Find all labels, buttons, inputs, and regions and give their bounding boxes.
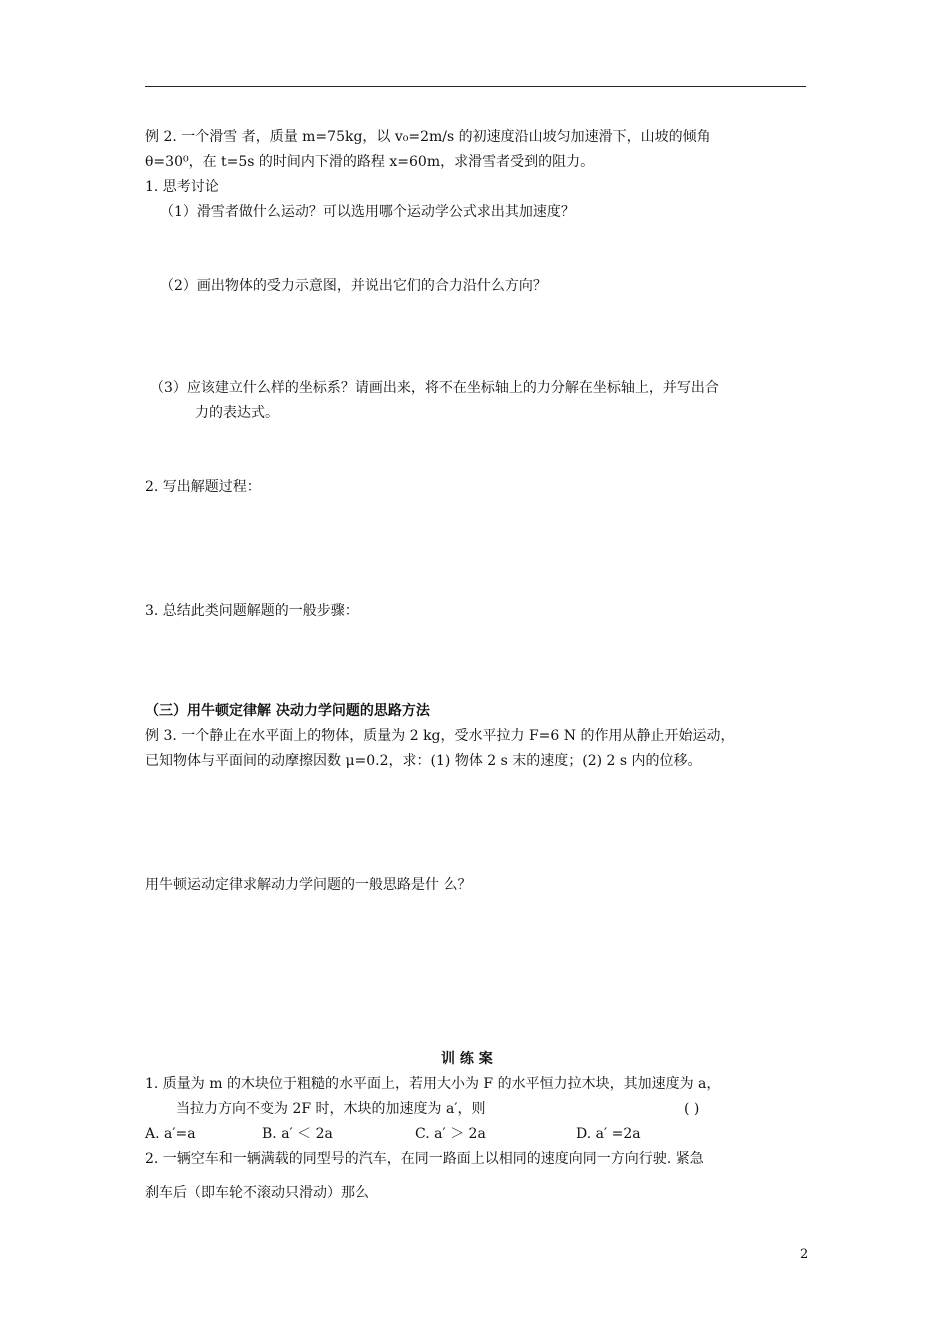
page-number: 2: [800, 1247, 809, 1262]
discuss-question-3-line2: 力的表达式。: [195, 405, 279, 421]
training-q2-line2: 刹车后（即车轮不滚动只滑动）那么: [145, 1185, 369, 1201]
section-3-title: （三）用牛顿定律解 决动力学问题的思路方法: [145, 703, 430, 719]
answer-parentheses: ( ): [684, 1101, 700, 1117]
example3-line1: 例 3. 一个静止在水平面上的物体，质量为 2 kg，受水平拉力 F=6 N 的作用从静止开始运动，: [145, 728, 735, 744]
discuss-heading: 1. 思考讨论: [145, 179, 219, 195]
general-approach-question: 用牛顿运动定律求解动力学问题的一般思路是什 么？: [145, 877, 472, 893]
option-c: C. a′ ＞ 2a: [415, 1126, 486, 1142]
discuss-question-3-line1: （3）应该建立什么样的坐标系？请画出来，将不在坐标轴上的力分解在坐标轴上，并写出合: [150, 380, 719, 396]
header-rule: [145, 86, 806, 87]
example3-line2: 已知物体与平面间的动摩擦因数 μ=0.2，求：(1) 物体 2 s 末的速度；(2) 2 s 内的位移。: [145, 753, 702, 769]
training-q1-line2: 当拉力方向不变为 2F 时，木块的加速度为 a′，则: [176, 1101, 486, 1117]
training-q2-line1: 2. 一辆空车和一辆满载的同型号的汽车，在同一路面上以相同的速度向同一方向行驶. 紧急: [145, 1151, 704, 1167]
training-title: 训 练 案: [441, 1051, 493, 1067]
option-d: D. a′ =2a: [576, 1126, 641, 1142]
discuss-question-1: （1）滑雪者做什么运动？可以选用哪个运动学公式求出其加速度？: [160, 204, 575, 220]
option-b: B. a′ ＜ 2a: [262, 1126, 333, 1142]
discuss-question-2: （2）画出物体的受力示意图，并说出它们的合力沿什么方向？: [160, 278, 547, 294]
example2-line2: θ=30⁰，在 t=5s 的时间内下滑的路程 x=60m，求滑雪者受到的阻力。: [145, 154, 595, 170]
example2-line1: 例 2. 一个滑雪 者，质量 m=75kg，以 v₀=2m/s 的初速度沿山坡匀加速滑下，山坡的倾角: [145, 129, 711, 145]
option-a: A. a′=a: [145, 1126, 196, 1142]
training-q1-line1: 1. 质量为 m 的木块位于粗糙的水平面上，若用大小为 F 的水平恒力拉木块，其加速度为 a，: [145, 1076, 721, 1092]
step-2-label: 2. 写出解题过程：: [145, 479, 261, 495]
step-3-label: 3. 总结此类问题解题的一般步骤：: [145, 603, 359, 619]
